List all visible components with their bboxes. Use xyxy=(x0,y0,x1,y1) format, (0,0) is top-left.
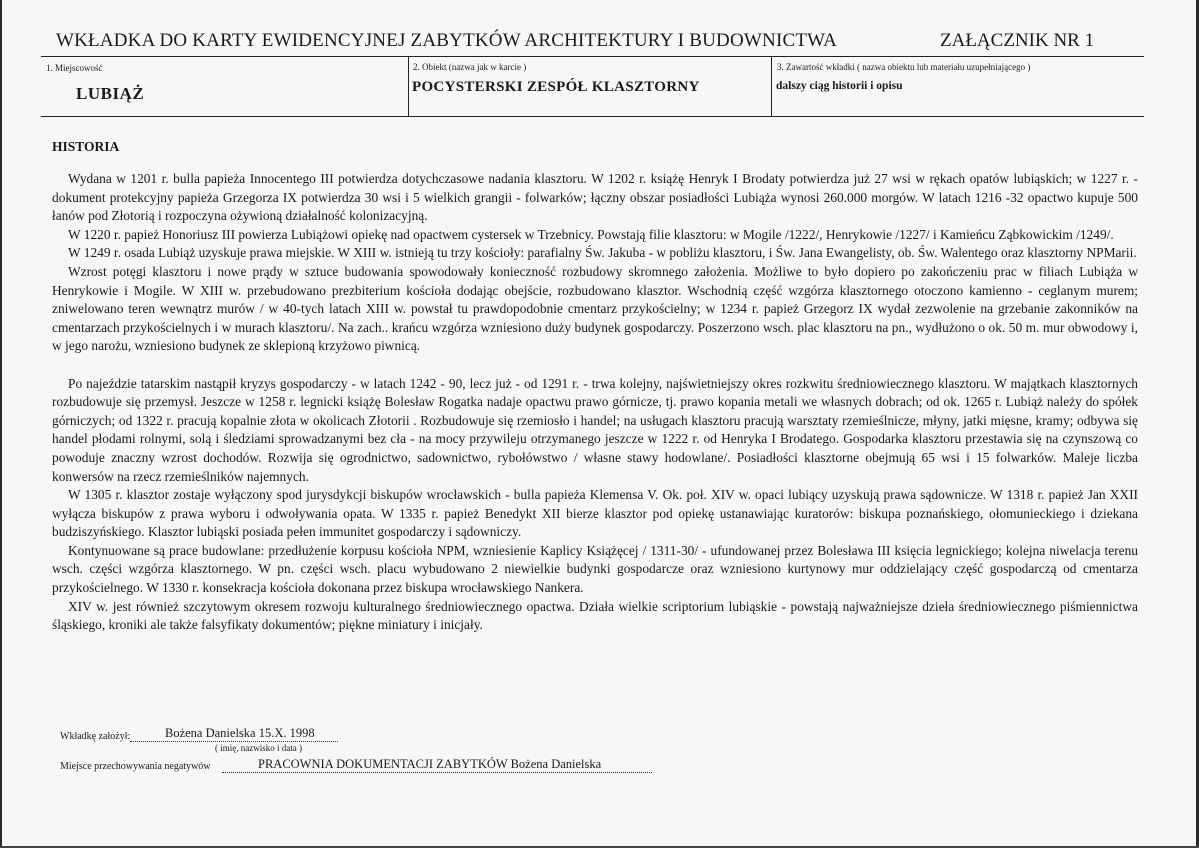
locality-caption: 1. Miejscowość xyxy=(46,63,103,73)
locality-value: LUBIĄŻ xyxy=(76,84,145,103)
author-hint: ( imię, nazwisko i data ) xyxy=(215,743,302,753)
author-dotted-line xyxy=(130,741,338,742)
header-rule-bottom xyxy=(41,116,1144,117)
author-label: Wkładkę założył: xyxy=(60,731,131,742)
paragraph: Kontynuowane są prace budowlane: przedłużenie korpusu kościoła NPM, wzniesienie Kaplicy Książęcej / 1311-30/ - ufundowanej przez Bolesława III księcia legnickiego; kolejna niwelacja terenu wsch. części wzgórza klasztornego. W pn. części wsch. placu wybudowano 2 niewielkie budynki gospodarcze oraz wzniesiono kurtynowy mur oddzielający część gospodarczą od cmentarza przykościelnego. W 1330 r. konsekracja kościoła dokonana przez biskupa wrocławskiego Nankera. xyxy=(52,542,1138,596)
insert-content-caption: 3. Zawartość wkładki ( nazwa obiektu lub materiału uzupełniającego ) xyxy=(777,62,1031,72)
form-title: WKŁADKA DO KARTY EWIDENCYJNEJ ZABYTKÓW ARCHITEKTURY I BUDOWNICTWA xyxy=(56,30,838,51)
section-heading: HISTORIA xyxy=(52,139,120,154)
object-caption: 2. Obiekt (nazwa jak w karcie ) xyxy=(413,62,527,72)
paragraph: Po najeździe tatarskim nastąpił kryzys gospodarczy - w latach 1242 - 90, lecz już - od 1291 r. - trwa kolejny, najświetniejszy okres rozkwitu średniowiecznego klasztoru. W majątkach klasztornych rozbudowuje się przemysł. Jeszcze w 1258 r. legnicki książę Bolesław Rogatka nadaje opactwu prawo górnicze, tj. prawo kopania metali we własnych dobrach; od ok. 1265 r. Lubiąż należy do spółek górniczych; od 1322 r. pracują kopalnie złota w okolicach Złotorii . Rozbudowuje się rzemiosło i handel; na usługach klasztoru pracują warsztaty rzemieślnicze, młyny, jatki mięsne, kramy; odbywa się handel płodami rolnymi, solą i śledziami sprowadzanymi bez cła - na mocy przywileju otrzymanego jeszcze w 1222 r. od Henryka I Brodatego. Gospodarka klasztoru przestawia się na czynszową co powoduje znaczny wzrost dochodów. Rozwija się ogrodnictwo, sadownictwo, rybołówstwo / własne stawy hodowlane/. Posiadłości klasztorne obejmują 65 wsi i 15 folwarków. Maleje liczba konwersów na rzecz rzemieślników najemnych. xyxy=(52,375,1138,484)
field-divider xyxy=(408,56,409,117)
storage-dotted-line xyxy=(222,772,652,773)
author-value: Bożena Danielska 15.X. 1998 xyxy=(165,726,315,740)
paragraph: XIV w. jest również szczytowym okresem rozwoju kulturalnego średniowiecznego opactwa. Działa wielkie scriptorium lubiąskie - powstają najważniejsze dzieła średniowiecznego piśmiennictwa śląskiego, kroniki ale także falsyfikaty dokumentów; piękne miniatury i inicjały. xyxy=(52,598,1138,633)
paragraph: W 1305 r. klasztor zostaje wyłączony spod jurysdykcji biskupów wrocławskich - bulla papieża Klemensa V. Ok. poł. XIV w. opaci lubiący uzyskują prawa sądownicze. W 1318 r. papież Jan XXII wyłącza biskupów z prawa wyboru i odwoływania opata. W 1335 r. papież Benedykt XII bierze klasztor pod opiekę ustanawiając kuratorów: biskupa poznańskiego, ołomunieckiego i dziekana budziszyńskiego. Klasztor lubiąski posiada pełen immunitet gospodarczy i sądowniczy. xyxy=(52,487,1138,540)
scan-edge-left xyxy=(0,0,2,848)
paragraph: Wydana w 1201 r. bulla papieża Innocentego III potwierdza dotychczasowe nadania klasztoru. W 1202 r. książę Henryk I Brodaty potwierdza już 27 wsi w rękach opatów lubiąskich; w 1227 r. - dokument protekcyjny papieża Grzegorza IX potwierdza 30 wsi i 5 wielkich grangii - folwarków; łączny obszar posiadłości Lubiąża wynosi 260.000 morgów. W latach 1216 -32 opactwo kupuje 500 łanów pod Złotorią i rozpoczyna ożywioną działalność kolonizacyjną. xyxy=(52,171,1138,224)
field-divider xyxy=(771,56,772,117)
storage-value: PRACOWNIA DOKUMENTACJI ZABYTKÓW Bożena Danielska xyxy=(258,757,602,771)
paragraph: Wzrost potęgi klasztoru i nowe prądy w sztuce budowania spowodowały konieczność rozbudowy skromnego założenia. Możliwe to było dopiero po zakończeniu prac w filiach Lubiąża w Henrykowie i Mogile. W XIII w. przebudowano prezbiterium kościoła dodając obejście, rozbudowano klasztor. Wschodnią część wzgórza klasztornego otoczono kamienno - ceglanym murem; zniwelowano teren wewnątrz murów / w 40-tych latach XIII w. powstał tu prawdopodobnie cmentarz przykościelny; w 1234 r. papież Grzegorz IX wydał zezwolenie na grzebanie zakonników na cmentarzach przykościelnych i w murach klasztoru/. Na zach.. krańcu wzgórza wzniesiono duży budynek gospodarczy. Poszerzono wsch. plac klasztoru na pn., wydłużono o ok. 50 m. mur obwodowy i, w jego narożu, wzniesiono budynek ze sklepioną krzyżowo piwnicą. xyxy=(52,263,1138,354)
annex-number: ZAŁĄCZNIK NR 1 xyxy=(940,30,1095,51)
paragraph: W 1220 r. papież Honoriusz III powierza Lubiążowi opiekę nad opactwem cystersek w Trzebnicy. Powstają filie klasztoru: w Mogile /1222/, Henrykowie /1227/ i Kamieńcu Ząbkowickim /1249/. xyxy=(68,226,1114,242)
storage-label: Miejsce przechowywania negatywów xyxy=(60,761,211,772)
object-value: POCYSTERSKI ZESPÓŁ KLASZTORNY xyxy=(412,79,700,95)
history-text xyxy=(52,170,1138,635)
header-rule-top xyxy=(41,56,1144,57)
insert-content-value: dalszy ciąg historii i opisu xyxy=(776,80,903,92)
paragraph: W 1249 r. osada Lubiąż uzyskuje prawa miejskie. W XIII w. istnieją tu trzy kościoły: parafialny Św. Jakuba - w pobliżu klasztoru, i Św. Jana Ewangelisty, ob. Św. Walentego oraz klasztorny NPMarii. xyxy=(68,245,1137,261)
